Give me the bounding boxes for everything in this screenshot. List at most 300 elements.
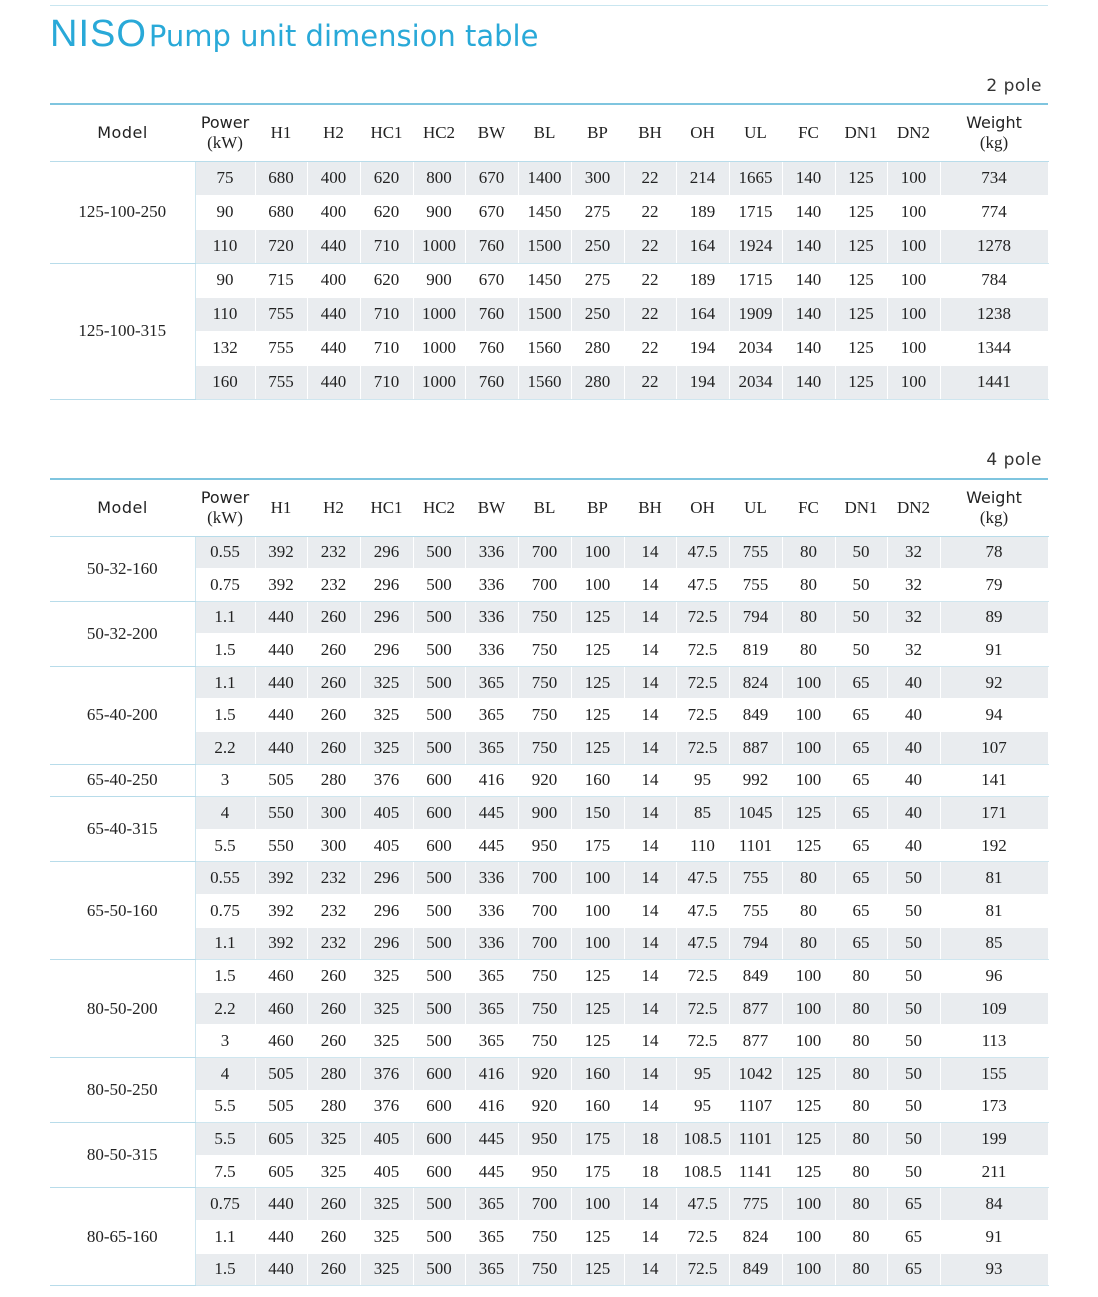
- value-cell: 80: [782, 569, 835, 602]
- value-cell: 72.5: [676, 1025, 729, 1058]
- value-cell: 620: [360, 263, 413, 297]
- value-cell: 14: [624, 992, 676, 1025]
- value-cell: 877: [729, 1025, 782, 1058]
- value-cell: 175: [571, 1155, 624, 1188]
- value-cell: 392: [255, 862, 307, 895]
- pole-label-2: 2 pole: [986, 76, 1042, 96]
- value-cell: 189: [676, 263, 729, 297]
- value-cell: 171: [940, 797, 1048, 830]
- header-bw: BW: [465, 479, 518, 536]
- table-row: [50, 699, 1048, 732]
- value-cell: 250: [571, 297, 624, 331]
- value-cell: 296: [360, 895, 413, 928]
- header-weight: [940, 479, 1048, 536]
- value-cell: 47.5: [676, 569, 729, 602]
- value-cell: 260: [307, 1188, 360, 1221]
- table-row: [50, 732, 1048, 765]
- value-cell: 14: [624, 1220, 676, 1253]
- value-cell: 365: [465, 1188, 518, 1221]
- value-cell: 336: [465, 862, 518, 895]
- value-cell: 774: [940, 195, 1048, 229]
- value-cell: 750: [518, 992, 571, 1025]
- value-cell: 140: [782, 331, 835, 365]
- value-cell: 550: [255, 797, 307, 830]
- value-cell: 78: [940, 536, 1048, 569]
- value-cell: 22: [624, 229, 676, 263]
- table-row: [50, 1058, 1048, 1091]
- value-cell: 14: [624, 634, 676, 667]
- value-cell: 680: [255, 195, 307, 229]
- table-row: [50, 536, 1048, 569]
- value-cell: 85: [676, 797, 729, 830]
- value-cell: 500: [413, 960, 465, 993]
- value-cell: 1101: [729, 1123, 782, 1156]
- value-cell: 1560: [518, 365, 571, 399]
- value-cell: 175: [571, 829, 624, 862]
- value-cell: 275: [571, 195, 624, 229]
- value-cell: 100: [571, 895, 624, 928]
- model-cell: 80-65-160: [50, 1188, 195, 1286]
- value-cell: 232: [307, 927, 360, 960]
- value-cell: 72.5: [676, 601, 729, 634]
- value-cell: 920: [518, 764, 571, 797]
- value-cell: 125: [571, 732, 624, 765]
- value-cell: 72.5: [676, 634, 729, 667]
- value-cell: 80: [835, 1123, 887, 1156]
- value-cell: 14: [624, 797, 676, 830]
- value-cell: 376: [360, 1090, 413, 1123]
- value-cell: 160: [195, 365, 255, 399]
- value-cell: 65: [887, 1253, 940, 1286]
- value-cell: 280: [571, 365, 624, 399]
- value-cell: 125: [782, 829, 835, 862]
- value-cell: 405: [360, 1123, 413, 1156]
- value-cell: 750: [518, 1025, 571, 1058]
- value-cell: 50: [835, 569, 887, 602]
- value-cell: 824: [729, 1220, 782, 1253]
- value-cell: 32: [887, 601, 940, 634]
- header-ul: UL: [729, 104, 782, 161]
- header-bp: BP: [571, 104, 624, 161]
- value-cell: 14: [624, 927, 676, 960]
- value-cell: 440: [255, 634, 307, 667]
- value-cell: 125: [571, 1253, 624, 1286]
- value-cell: 125: [571, 960, 624, 993]
- value-cell: 40: [887, 732, 940, 765]
- table-row: [50, 895, 1048, 928]
- value-cell: 325: [360, 1220, 413, 1253]
- value-cell: 1045: [729, 797, 782, 830]
- value-cell: 500: [413, 634, 465, 667]
- value-cell: 877: [729, 992, 782, 1025]
- table-row: [50, 601, 1048, 634]
- value-cell: 700: [518, 536, 571, 569]
- value-cell: 0.55: [195, 536, 255, 569]
- value-cell: 1400: [518, 161, 571, 195]
- value-cell: 22: [624, 195, 676, 229]
- value-cell: 113: [940, 1025, 1048, 1058]
- value-cell: 14: [624, 601, 676, 634]
- value-cell: 296: [360, 634, 413, 667]
- value-cell: 65: [835, 732, 887, 765]
- value-cell: 260: [307, 992, 360, 1025]
- value-cell: 365: [465, 732, 518, 765]
- value-cell: 325: [360, 1188, 413, 1221]
- value-cell: 1.1: [195, 927, 255, 960]
- value-cell: 849: [729, 699, 782, 732]
- value-cell: 445: [465, 797, 518, 830]
- value-cell: 14: [624, 536, 676, 569]
- model-cell: 65-50-160: [50, 862, 195, 960]
- value-cell: 140: [782, 195, 835, 229]
- table-row: [50, 195, 1048, 229]
- value-cell: 72.5: [676, 732, 729, 765]
- value-cell: 296: [360, 927, 413, 960]
- value-cell: 47.5: [676, 895, 729, 928]
- value-cell: 164: [676, 297, 729, 331]
- value-cell: 0.75: [195, 895, 255, 928]
- value-cell: 80: [835, 960, 887, 993]
- value-cell: 950: [518, 1123, 571, 1156]
- value-cell: 194: [676, 331, 729, 365]
- value-cell: 50: [835, 601, 887, 634]
- value-cell: 93: [940, 1253, 1048, 1286]
- value-cell: 1.5: [195, 699, 255, 732]
- value-cell: 125: [782, 797, 835, 830]
- value-cell: 700: [518, 1188, 571, 1221]
- value-cell: 505: [255, 764, 307, 797]
- value-cell: 550: [255, 829, 307, 862]
- value-cell: 80: [835, 1220, 887, 1253]
- value-cell: 50: [887, 1123, 940, 1156]
- table-row: [50, 764, 1048, 797]
- value-cell: 140: [782, 297, 835, 331]
- value-cell: 50: [887, 992, 940, 1025]
- value-cell: 950: [518, 1155, 571, 1188]
- header-hc1: HC1: [360, 479, 413, 536]
- model-cell: 65-40-315: [50, 797, 195, 862]
- table-row: [50, 569, 1048, 602]
- value-cell: 14: [624, 666, 676, 699]
- value-cell: 14: [624, 960, 676, 993]
- value-cell: 5.5: [195, 1123, 255, 1156]
- value-cell: 460: [255, 992, 307, 1025]
- value-cell: 405: [360, 797, 413, 830]
- value-cell: 440: [255, 699, 307, 732]
- value-cell: 760: [465, 331, 518, 365]
- header-dn1: DN1: [835, 479, 887, 536]
- value-cell: 260: [307, 1025, 360, 1058]
- dimension-table-2-pole: [50, 103, 1049, 400]
- value-cell: 5.5: [195, 1090, 255, 1123]
- value-cell: 600: [413, 1123, 465, 1156]
- value-cell: 700: [518, 862, 571, 895]
- value-cell: 125: [835, 161, 887, 195]
- value-cell: 125: [571, 634, 624, 667]
- value-cell: 100: [782, 1220, 835, 1253]
- value-cell: 4: [195, 797, 255, 830]
- value-cell: 275: [571, 263, 624, 297]
- value-cell: 47.5: [676, 1188, 729, 1221]
- model-cell: 65-40-250: [50, 764, 195, 797]
- value-cell: 80: [782, 601, 835, 634]
- value-cell: 440: [255, 732, 307, 765]
- value-cell: 40: [887, 699, 940, 732]
- value-cell: 155: [940, 1058, 1048, 1091]
- value-cell: 125: [571, 992, 624, 1025]
- value-cell: 132: [195, 331, 255, 365]
- value-cell: 1.5: [195, 634, 255, 667]
- value-cell: 94: [940, 699, 1048, 732]
- value-cell: 90: [195, 195, 255, 229]
- header-row: [50, 479, 1048, 536]
- value-cell: 110: [195, 229, 255, 263]
- value-cell: 80: [782, 895, 835, 928]
- value-cell: 1450: [518, 263, 571, 297]
- value-cell: 600: [413, 797, 465, 830]
- value-cell: 1000: [413, 229, 465, 263]
- value-cell: 392: [255, 536, 307, 569]
- table-row: [50, 666, 1048, 699]
- header-hc2: HC2: [413, 104, 465, 161]
- table-row: [50, 634, 1048, 667]
- table-row: [50, 1253, 1048, 1286]
- value-cell: 79: [940, 569, 1048, 602]
- value-cell: 460: [255, 960, 307, 993]
- value-cell: 100: [782, 764, 835, 797]
- value-cell: 125: [835, 263, 887, 297]
- value-cell: 1107: [729, 1090, 782, 1123]
- value-cell: 80: [835, 1253, 887, 1286]
- value-cell: 14: [624, 862, 676, 895]
- table-row: [50, 829, 1048, 862]
- value-cell: 440: [255, 601, 307, 634]
- value-cell: 505: [255, 1090, 307, 1123]
- value-cell: 849: [729, 1253, 782, 1286]
- value-cell: 81: [940, 862, 1048, 895]
- header-power-unit: (kW): [207, 132, 243, 152]
- value-cell: 250: [571, 229, 624, 263]
- value-cell: 760: [465, 229, 518, 263]
- value-cell: 600: [413, 764, 465, 797]
- value-cell: 1.1: [195, 1220, 255, 1253]
- value-cell: 100: [887, 331, 940, 365]
- value-cell: 1238: [940, 297, 1048, 331]
- header-h2: H2: [307, 104, 360, 161]
- header-weight-unit: (kg): [979, 132, 1009, 152]
- value-cell: 50: [887, 895, 940, 928]
- value-cell: 14: [624, 569, 676, 602]
- value-cell: 40: [887, 666, 940, 699]
- dimension-table-4-pole: [50, 478, 1049, 1286]
- value-cell: 500: [413, 1220, 465, 1253]
- header-weight-unit: (kg): [979, 507, 1009, 527]
- value-cell: 760: [465, 365, 518, 399]
- value-cell: 700: [518, 927, 571, 960]
- header-dn2: DN2: [887, 104, 940, 161]
- value-cell: 500: [413, 1188, 465, 1221]
- header-oh: OH: [676, 104, 729, 161]
- value-cell: 440: [307, 331, 360, 365]
- value-cell: 50: [887, 862, 940, 895]
- value-cell: 175: [571, 1123, 624, 1156]
- value-cell: 296: [360, 536, 413, 569]
- value-cell: 47.5: [676, 536, 729, 569]
- value-cell: 500: [413, 992, 465, 1025]
- value-cell: 91: [940, 1220, 1048, 1253]
- value-cell: 755: [729, 862, 782, 895]
- value-cell: 440: [255, 1188, 307, 1221]
- value-cell: 365: [465, 699, 518, 732]
- value-cell: 445: [465, 1123, 518, 1156]
- value-cell: 1000: [413, 365, 465, 399]
- value-cell: 91: [940, 634, 1048, 667]
- value-cell: 14: [624, 829, 676, 862]
- value-cell: 100: [887, 297, 940, 331]
- value-cell: 300: [307, 797, 360, 830]
- value-cell: 500: [413, 1025, 465, 1058]
- value-cell: 232: [307, 569, 360, 602]
- value-cell: 80: [782, 536, 835, 569]
- value-cell: 887: [729, 732, 782, 765]
- table-row: [50, 1220, 1048, 1253]
- value-cell: 96: [940, 960, 1048, 993]
- value-cell: 784: [940, 263, 1048, 297]
- value-cell: 110: [195, 297, 255, 331]
- value-cell: 1500: [518, 229, 571, 263]
- value-cell: 84: [940, 1188, 1048, 1221]
- table-row: [50, 229, 1048, 263]
- value-cell: 280: [307, 1090, 360, 1123]
- value-cell: 80: [782, 862, 835, 895]
- value-cell: 232: [307, 895, 360, 928]
- value-cell: 325: [307, 1155, 360, 1188]
- value-cell: 14: [624, 1058, 676, 1091]
- model-cell: 65-40-200: [50, 666, 195, 764]
- value-cell: 100: [571, 569, 624, 602]
- value-cell: 232: [307, 536, 360, 569]
- value-cell: 710: [360, 229, 413, 263]
- value-cell: 392: [255, 569, 307, 602]
- value-cell: 125: [571, 1220, 624, 1253]
- header-row: [50, 104, 1048, 161]
- value-cell: 1278: [940, 229, 1048, 263]
- value-cell: 680: [255, 161, 307, 195]
- value-cell: 211: [940, 1155, 1048, 1188]
- value-cell: 65: [887, 1188, 940, 1221]
- value-cell: 325: [360, 699, 413, 732]
- value-cell: 125: [782, 1058, 835, 1091]
- value-cell: 920: [518, 1058, 571, 1091]
- value-cell: 392: [255, 927, 307, 960]
- header-bl: BL: [518, 479, 571, 536]
- value-cell: 22: [624, 161, 676, 195]
- value-cell: 336: [465, 536, 518, 569]
- value-cell: 95: [676, 1058, 729, 1091]
- value-cell: 5.5: [195, 829, 255, 862]
- value-cell: 1715: [729, 195, 782, 229]
- value-cell: 416: [465, 1090, 518, 1123]
- value-cell: 416: [465, 1058, 518, 1091]
- value-cell: 72.5: [676, 1220, 729, 1253]
- value-cell: 173: [940, 1090, 1048, 1123]
- model-cell: 80-50-250: [50, 1058, 195, 1123]
- value-cell: 325: [360, 666, 413, 699]
- value-cell: 336: [465, 895, 518, 928]
- value-cell: 260: [307, 960, 360, 993]
- value-cell: 3: [195, 1025, 255, 1058]
- header-bw: BW: [465, 104, 518, 161]
- value-cell: 600: [413, 829, 465, 862]
- value-cell: 750: [518, 634, 571, 667]
- value-cell: 670: [465, 161, 518, 195]
- value-cell: 80: [782, 634, 835, 667]
- value-cell: 620: [360, 195, 413, 229]
- value-cell: 100: [887, 263, 940, 297]
- value-cell: 260: [307, 699, 360, 732]
- value-cell: 755: [729, 536, 782, 569]
- value-cell: 14: [624, 1025, 676, 1058]
- table-row: [50, 1090, 1048, 1123]
- value-cell: 325: [360, 960, 413, 993]
- table-row: [50, 1123, 1048, 1156]
- value-cell: 405: [360, 1155, 413, 1188]
- value-cell: 65: [835, 927, 887, 960]
- value-cell: 125: [835, 229, 887, 263]
- value-cell: 2034: [729, 331, 782, 365]
- value-cell: 100: [782, 1188, 835, 1221]
- value-cell: 160: [571, 1090, 624, 1123]
- value-cell: 80: [835, 1025, 887, 1058]
- value-cell: 160: [571, 1058, 624, 1091]
- value-cell: 750: [518, 666, 571, 699]
- value-cell: 14: [624, 1188, 676, 1221]
- value-cell: 140: [782, 365, 835, 399]
- value-cell: 125: [571, 601, 624, 634]
- table-row: [50, 161, 1048, 195]
- value-cell: 125: [571, 699, 624, 732]
- header-bh: BH: [624, 479, 676, 536]
- value-cell: 50: [835, 634, 887, 667]
- value-cell: 32: [887, 569, 940, 602]
- value-cell: 336: [465, 601, 518, 634]
- header-dn2: DN2: [887, 479, 940, 536]
- brand-logo-text: NISO: [50, 13, 147, 55]
- value-cell: 760: [465, 297, 518, 331]
- header-oh: OH: [676, 479, 729, 536]
- value-cell: 700: [518, 895, 571, 928]
- value-cell: 750: [518, 699, 571, 732]
- value-cell: 18: [624, 1123, 676, 1156]
- value-cell: 100: [782, 699, 835, 732]
- value-cell: 440: [307, 365, 360, 399]
- value-cell: 1000: [413, 297, 465, 331]
- value-cell: 125: [571, 1025, 624, 1058]
- value-cell: 81: [940, 895, 1048, 928]
- header-weight-label: Weight: [966, 112, 1022, 132]
- value-cell: 100: [782, 992, 835, 1025]
- value-cell: 794: [729, 927, 782, 960]
- header-h2: H2: [307, 479, 360, 536]
- value-cell: 95: [676, 1090, 729, 1123]
- value-cell: 2.2: [195, 992, 255, 1025]
- header-h1: H1: [255, 104, 307, 161]
- value-cell: 500: [413, 1253, 465, 1286]
- value-cell: 900: [413, 195, 465, 229]
- value-cell: 710: [360, 297, 413, 331]
- table-row: [50, 365, 1048, 399]
- value-cell: 100: [887, 195, 940, 229]
